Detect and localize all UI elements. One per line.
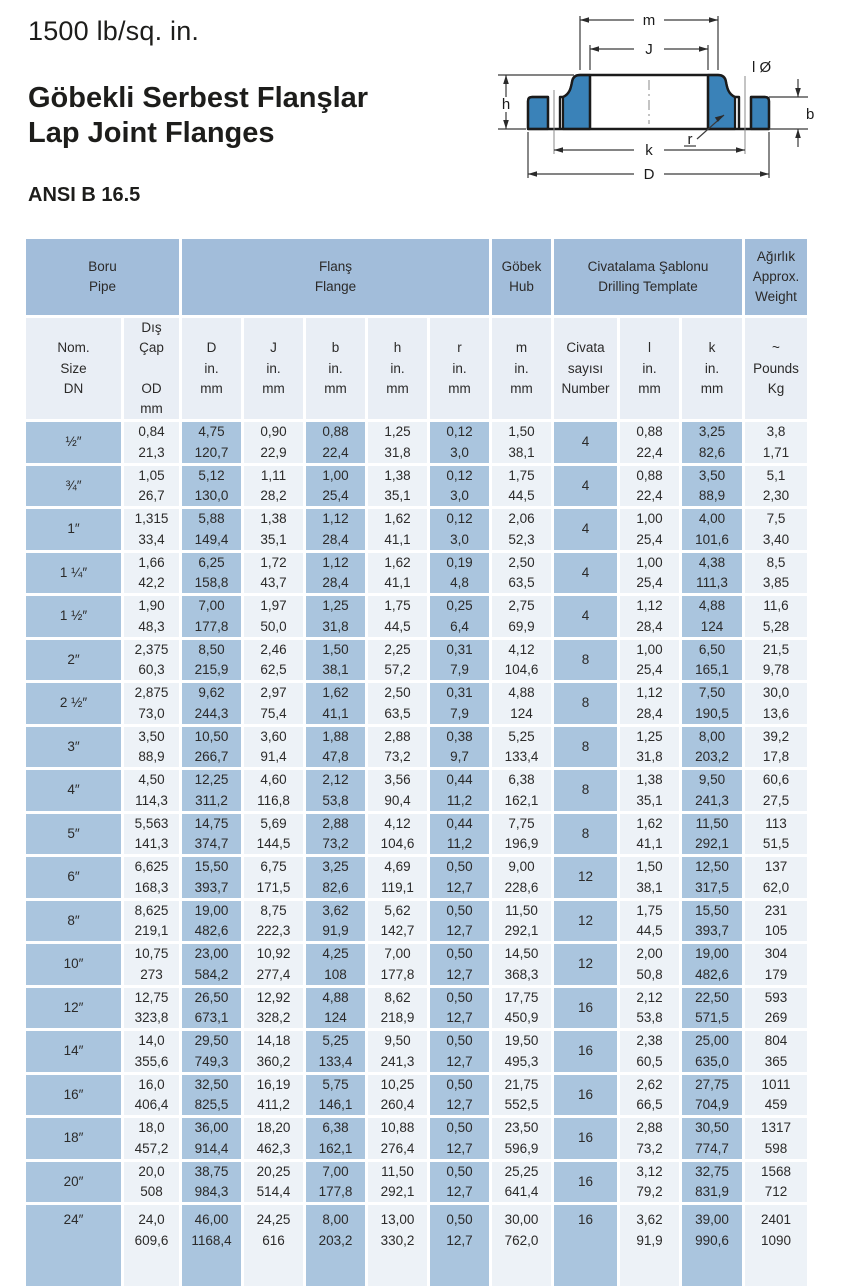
table-cell-weight: 5,1 2,30	[745, 466, 807, 507]
column-group-drilling: Civatalama Şablonu Drilling Template	[554, 239, 742, 315]
table-cell-od: 5,563 141,3	[124, 814, 179, 855]
table-cell-od: 20,0 508	[124, 1162, 179, 1203]
table-cell-J: 5,69 144,5	[244, 814, 303, 855]
table-cell-weight: 2401 1090	[745, 1205, 807, 1286]
table-cell-D: 5,12 130,0	[182, 466, 241, 507]
table-cell-bolts: 4	[554, 466, 617, 507]
row-size-label: 14″	[26, 1031, 121, 1072]
table-cell-D: 36,00 914,4	[182, 1118, 241, 1159]
row-size-label: 8″	[26, 901, 121, 942]
column-group-flange: Flanş Flange	[182, 239, 489, 315]
table-cell-l: 1,00 25,4	[620, 509, 679, 550]
table-cell-h: 3,56 90,4	[368, 770, 427, 811]
table-cell-b: 2,88 73,2	[306, 814, 365, 855]
table-cell-weight: 39,2 17,8	[745, 727, 807, 768]
table-cell-h: 9,50 241,3	[368, 1031, 427, 1072]
table-cell-b: 5,25 133,4	[306, 1031, 365, 1072]
header-block	[28, 16, 458, 207]
dim-label-r: r	[687, 131, 693, 148]
column-header-bolts: Civata sayısı Number	[554, 318, 617, 419]
table-cell-m: 21,75 552,5	[492, 1075, 551, 1116]
table-cell-D: 38,75 984,3	[182, 1162, 241, 1203]
table-cell-m: 4,88 124	[492, 683, 551, 724]
table-cell-h: 1,62 41,1	[368, 553, 427, 594]
table-cell-bolts: 12	[554, 857, 617, 898]
table-cell-b: 1,88 47,8	[306, 727, 365, 768]
table-row-6	[26, 857, 807, 898]
table-cell-bolts: 8	[554, 640, 617, 681]
table-cell-od: 16,0 406,4	[124, 1075, 179, 1116]
table-cell-D: 5,88 149,4	[182, 509, 241, 550]
table-cell-bolts: 4	[554, 422, 617, 463]
table-cell-J: 10,92 277,4	[244, 944, 303, 985]
table-cell-h: 13,00 330,2	[368, 1205, 427, 1286]
table-cell-bolts: 16	[554, 1205, 617, 1286]
column-header-k: k in. mm	[682, 318, 742, 419]
table-cell-k: 22,50 571,5	[682, 988, 742, 1029]
table-cell-k: 9,50 241,3	[682, 770, 742, 811]
table-cell-J: 0,90 22,9	[244, 422, 303, 463]
table-cell-k: 32,75 831,9	[682, 1162, 742, 1203]
table-cell-m: 9,00 228,6	[492, 857, 551, 898]
column-header-D: D in. mm	[182, 318, 241, 419]
table-cell-bolts: 4	[554, 596, 617, 637]
column-header-od: Dış Çap OD mm	[124, 318, 179, 419]
table-cell-weight: 1568 712	[745, 1162, 807, 1203]
column-header-m: m in. mm	[492, 318, 551, 419]
table-cell-J: 16,19 411,2	[244, 1075, 303, 1116]
table-cell-od: 6,625 168,3	[124, 857, 179, 898]
table-cell-k: 4,38 111,3	[682, 553, 742, 594]
table-cell-b: 7,00 177,8	[306, 1162, 365, 1203]
table-cell-h: 5,62 142,7	[368, 901, 427, 942]
table-cell-D: 4,75 120,7	[182, 422, 241, 463]
table-cell-k: 39,00 990,6	[682, 1205, 742, 1286]
table-cell-k: 11,50 292,1	[682, 814, 742, 855]
table-cell-bolts: 16	[554, 988, 617, 1029]
table-cell-od: 3,50 88,9	[124, 727, 179, 768]
table-cell-od: 1,90 48,3	[124, 596, 179, 637]
table-cell-r: 0,12 3,0	[430, 466, 489, 507]
table-cell-m: 11,50 292,1	[492, 901, 551, 942]
table-cell-l: 1,00 25,4	[620, 553, 679, 594]
table-cell-od: 2,875 73,0	[124, 683, 179, 724]
table-cell-D: 14,75 374,7	[182, 814, 241, 855]
table-cell-l: 3,12 79,2	[620, 1162, 679, 1203]
table-cell-r: 0,50 12,7	[430, 1118, 489, 1159]
table-row-¾	[26, 466, 807, 507]
table-cell-l: 1,50 38,1	[620, 857, 679, 898]
table-cell-od: 18,0 457,2	[124, 1118, 179, 1159]
table-cell-r: 0,12 3,0	[430, 509, 489, 550]
dim-label-d-diameter: D	[643, 166, 655, 183]
column-header-h: h in. mm	[368, 318, 427, 419]
table-cell-D: 26,50 673,1	[182, 988, 241, 1029]
table-row-3	[26, 727, 807, 768]
table-cell-l: 1,38 35,1	[620, 770, 679, 811]
table-cell-weight: 137 62,0	[745, 857, 807, 898]
table-cell-bolts: 4	[554, 509, 617, 550]
table-cell-bolts: 8	[554, 814, 617, 855]
table-wrapper	[23, 236, 810, 1286]
table-cell-k: 7,50 190,5	[682, 683, 742, 724]
table-cell-r: 0,12 3,0	[430, 422, 489, 463]
table-cell-l: 1,25 31,8	[620, 727, 679, 768]
spec-table	[23, 236, 810, 1286]
row-size-label: 3″	[26, 727, 121, 768]
table-cell-h: 7,00 177,8	[368, 944, 427, 985]
table-cell-od: 0,84 21,3	[124, 422, 179, 463]
table-cell-m: 6,38 162,1	[492, 770, 551, 811]
table-cell-m: 7,75 196,9	[492, 814, 551, 855]
table-cell-J: 6,75 171,5	[244, 857, 303, 898]
table-cell-b: 5,75 146,1	[306, 1075, 365, 1116]
column-group-weight: Ağırlık Approx. Weight	[745, 239, 807, 315]
table-row-24	[26, 1205, 807, 1286]
standard-reference: ANSI B 16.5	[28, 183, 141, 206]
table-cell-m: 1,75 44,5	[492, 466, 551, 507]
table-row-20	[26, 1162, 807, 1203]
table-cell-m: 5,25 133,4	[492, 727, 551, 768]
dim-label-bolt-hole: l Ø	[752, 59, 772, 76]
column-header-b: b in. mm	[306, 318, 365, 419]
table-cell-m: 19,50 495,3	[492, 1031, 551, 1072]
page-title-turkish: Göbekli Serbest Flanşlar	[28, 82, 369, 114]
table-cell-k: 8,00 203,2	[682, 727, 742, 768]
row-size-label: 16″	[26, 1075, 121, 1116]
table-cell-weight: 593 269	[745, 988, 807, 1029]
row-size-label: 20″	[26, 1162, 121, 1203]
table-cell-bolts: 16	[554, 1118, 617, 1159]
table-cell-l: 0,88 22,4	[620, 422, 679, 463]
table-cell-k: 19,00 482,6	[682, 944, 742, 985]
table-cell-l: 2,38 60,5	[620, 1031, 679, 1072]
table-cell-J: 2,46 62,5	[244, 640, 303, 681]
table-cell-m: 14,50 368,3	[492, 944, 551, 985]
table-cell-h: 2,50 63,5	[368, 683, 427, 724]
table-cell-D: 15,50 393,7	[182, 857, 241, 898]
row-size-label: 1 ½″	[26, 596, 121, 637]
table-cell-r: 0,50 12,7	[430, 1031, 489, 1072]
table-cell-D: 12,25 311,2	[182, 770, 241, 811]
row-size-label: 1″	[26, 509, 121, 550]
table-row-14	[26, 1031, 807, 1072]
table-cell-D: 46,00 1168,4	[182, 1205, 241, 1286]
dim-label-b: b	[806, 106, 815, 123]
table-cell-m: 2,50 63,5	[492, 553, 551, 594]
table-cell-l: 1,12 28,4	[620, 683, 679, 724]
table-cell-r: 0,50 12,7	[430, 988, 489, 1029]
table-cell-r: 0,38 9,7	[430, 727, 489, 768]
table-cell-h: 8,62 218,9	[368, 988, 427, 1029]
table-cell-J: 20,25 514,4	[244, 1162, 303, 1203]
table-cell-r: 0,50 12,7	[430, 857, 489, 898]
table-cell-D: 8,50 215,9	[182, 640, 241, 681]
table-cell-J: 4,60 116,8	[244, 770, 303, 811]
table-cell-weight: 11,6 5,28	[745, 596, 807, 637]
table-row-4	[26, 770, 807, 811]
table-cell-weight: 804 365	[745, 1031, 807, 1072]
table-cell-od: 4,50 114,3	[124, 770, 179, 811]
table-cell-l: 2,00 50,8	[620, 944, 679, 985]
table-cell-D: 6,25 158,8	[182, 553, 241, 594]
table-cell-l: 1,62 41,1	[620, 814, 679, 855]
table-cell-weight: 60,6 27,5	[745, 770, 807, 811]
table-cell-r: 0,50 12,7	[430, 1162, 489, 1203]
table-cell-weight: 1011 459	[745, 1075, 807, 1116]
table-cell-D: 9,62 244,3	[182, 683, 241, 724]
table-cell-l: 2,62 66,5	[620, 1075, 679, 1116]
row-size-label: 24″	[26, 1205, 121, 1286]
row-size-label: ½″	[26, 422, 121, 463]
table-cell-h: 1,75 44,5	[368, 596, 427, 637]
table-cell-h: 10,88 276,4	[368, 1118, 427, 1159]
table-cell-m: 2,06 52,3	[492, 509, 551, 550]
table-row-1	[26, 509, 807, 550]
table-cell-od: 1,05 26,7	[124, 466, 179, 507]
table-cell-D: 7,00 177,8	[182, 596, 241, 637]
table-row-½	[26, 422, 807, 463]
table-cell-k: 12,50 317,5	[682, 857, 742, 898]
table-cell-D: 19,00 482,6	[182, 901, 241, 942]
column-header-size: Nom. Size DN	[26, 318, 121, 419]
table-cell-bolts: 12	[554, 901, 617, 942]
column-header-l: l in. mm	[620, 318, 679, 419]
table-cell-k: 6,50 165,1	[682, 640, 742, 681]
table-cell-b: 0,88 22,4	[306, 422, 365, 463]
table-cell-D: 32,50 825,5	[182, 1075, 241, 1116]
table-row-5	[26, 814, 807, 855]
table-cell-h: 2,25 57,2	[368, 640, 427, 681]
table-cell-l: 1,75 44,5	[620, 901, 679, 942]
table-cell-bolts: 8	[554, 770, 617, 811]
table-cell-od: 1,66 42,2	[124, 553, 179, 594]
table-cell-J: 14,18 360,2	[244, 1031, 303, 1072]
column-header-r: r in. mm	[430, 318, 489, 419]
table-cell-l: 2,12 53,8	[620, 988, 679, 1029]
table-cell-m: 23,50 596,9	[492, 1118, 551, 1159]
column-group-hub: Göbek Hub	[492, 239, 551, 315]
table-cell-J: 1,97 50,0	[244, 596, 303, 637]
dim-label-h: h	[501, 96, 511, 113]
flange-cross-section-diagram	[466, 2, 838, 202]
table-cell-b: 4,25 108	[306, 944, 365, 985]
table-cell-od: 12,75 323,8	[124, 988, 179, 1029]
table-cell-h: 4,12 104,6	[368, 814, 427, 855]
table-cell-k: 3,50 88,9	[682, 466, 742, 507]
table-cell-od: 1,315 33,4	[124, 509, 179, 550]
table-cell-bolts: 16	[554, 1075, 617, 1116]
table-cell-weight: 30,0 13,6	[745, 683, 807, 724]
pressure-rating: 1500 lb/sq. in.	[28, 16, 200, 46]
table-cell-k: 27,75 704,9	[682, 1075, 742, 1116]
table-cell-b: 8,00 203,2	[306, 1205, 365, 1286]
row-size-label: ¾″	[26, 466, 121, 507]
table-cell-h: 1,62 41,1	[368, 509, 427, 550]
table-cell-b: 1,62 41,1	[306, 683, 365, 724]
table-cell-r: 0,50 12,7	[430, 944, 489, 985]
table-cell-r: 0,31 7,9	[430, 640, 489, 681]
table-row-12	[26, 988, 807, 1029]
table-row-1½	[26, 596, 807, 637]
table-cell-b: 3,25 82,6	[306, 857, 365, 898]
row-size-label: 2 ½″	[26, 683, 121, 724]
table-cell-b: 1,12 28,4	[306, 509, 365, 550]
table-cell-bolts: 12	[554, 944, 617, 985]
table-row-2	[26, 640, 807, 681]
table-row-18	[26, 1118, 807, 1159]
table-cell-weight: 1317 598	[745, 1118, 807, 1159]
table-cell-k: 15,50 393,7	[682, 901, 742, 942]
table-cell-r: 0,50 12,7	[430, 1075, 489, 1116]
dim-label-m: m	[642, 12, 656, 29]
table-cell-J: 1,72 43,7	[244, 553, 303, 594]
table-cell-k: 4,88 124	[682, 596, 742, 637]
table-cell-weight: 7,5 3,40	[745, 509, 807, 550]
table-cell-m: 25,25 641,4	[492, 1162, 551, 1203]
table-cell-J: 1,38 35,1	[244, 509, 303, 550]
dim-label-j: J	[645, 41, 653, 58]
table-cell-J: 24,25 616	[244, 1205, 303, 1286]
row-size-label: 1 ¼″	[26, 553, 121, 594]
table-cell-bolts: 4	[554, 553, 617, 594]
table-cell-J: 2,97 75,4	[244, 683, 303, 724]
table-cell-J: 18,20 462,3	[244, 1118, 303, 1159]
table-cell-bolts: 16	[554, 1031, 617, 1072]
table-cell-h: 11,50 292,1	[368, 1162, 427, 1203]
table-cell-m: 1,50 38,1	[492, 422, 551, 463]
table-cell-D: 10,50 266,7	[182, 727, 241, 768]
table-cell-k: 25,00 635,0	[682, 1031, 742, 1072]
table-cell-b: 6,38 162,1	[306, 1118, 365, 1159]
table-cell-k: 4,00 101,6	[682, 509, 742, 550]
row-size-label: 5″	[26, 814, 121, 855]
table-cell-k: 3,25 82,6	[682, 422, 742, 463]
column-header-J: J in. mm	[244, 318, 303, 419]
table-cell-J: 12,92 328,2	[244, 988, 303, 1029]
table-cell-od: 10,75 273	[124, 944, 179, 985]
table-cell-D: 23,00 584,2	[182, 944, 241, 985]
table-cell-h: 1,38 35,1	[368, 466, 427, 507]
table-cell-weight: 113 51,5	[745, 814, 807, 855]
table-cell-J: 3,60 91,4	[244, 727, 303, 768]
table-cell-bolts: 16	[554, 1162, 617, 1203]
table-cell-m: 4,12 104,6	[492, 640, 551, 681]
table-cell-h: 1,25 31,8	[368, 422, 427, 463]
table-cell-b: 1,12 28,4	[306, 553, 365, 594]
column-header-weight: ~ Pounds Kg	[745, 318, 807, 419]
table-cell-r: 0,50 12,7	[430, 1205, 489, 1286]
table-cell-b: 3,62 91,9	[306, 901, 365, 942]
table-cell-b: 1,25 31,8	[306, 596, 365, 637]
row-size-label: 10″	[26, 944, 121, 985]
table-cell-od: 14,0 355,6	[124, 1031, 179, 1072]
table-cell-r: 0,44 11,2	[430, 770, 489, 811]
table-cell-r: 0,31 7,9	[430, 683, 489, 724]
table-cell-weight: 304 179	[745, 944, 807, 985]
table-row-16	[26, 1075, 807, 1116]
table-cell-od: 24,0 609,6	[124, 1205, 179, 1286]
table-row-1¼	[26, 553, 807, 594]
table-cell-bolts: 8	[554, 727, 617, 768]
table-cell-r: 0,19 4,8	[430, 553, 489, 594]
table-cell-od: 2,375 60,3	[124, 640, 179, 681]
table-cell-l: 0,88 22,4	[620, 466, 679, 507]
table-cell-weight: 231 105	[745, 901, 807, 942]
column-group-pipe: Boru Pipe	[26, 239, 179, 315]
table-cell-m: 2,75 69,9	[492, 596, 551, 637]
table-cell-b: 1,00 25,4	[306, 466, 365, 507]
table-cell-J: 8,75 222,3	[244, 901, 303, 942]
table-cell-bolts: 8	[554, 683, 617, 724]
table-row-8	[26, 901, 807, 942]
table-row-2½	[26, 683, 807, 724]
page-title-english: Lap Joint Flanges	[28, 117, 275, 150]
table-cell-m: 30,00 762,0	[492, 1205, 551, 1286]
row-size-label: 4″	[26, 770, 121, 811]
table-cell-r: 0,50 12,7	[430, 901, 489, 942]
table-cell-m: 17,75 450,9	[492, 988, 551, 1029]
table-cell-weight: 3,8 1,71	[745, 422, 807, 463]
table-cell-r: 0,44 11,2	[430, 814, 489, 855]
table-row-10	[26, 944, 807, 985]
table-cell-D: 29,50 749,3	[182, 1031, 241, 1072]
page-title	[28, 81, 458, 152]
table-cell-l: 3,62 91,9	[620, 1205, 679, 1286]
table-cell-h: 4,69 119,1	[368, 857, 427, 898]
table-cell-l: 2,88 73,2	[620, 1118, 679, 1159]
table-cell-h: 10,25 260,4	[368, 1075, 427, 1116]
table-cell-b: 4,88 124	[306, 988, 365, 1029]
table-cell-r: 0,25 6,4	[430, 596, 489, 637]
table-cell-b: 2,12 53,8	[306, 770, 365, 811]
row-size-label: 12″	[26, 988, 121, 1029]
table-cell-weight: 21,5 9,78	[745, 640, 807, 681]
row-size-label: 6″	[26, 857, 121, 898]
table-cell-h: 2,88 73,2	[368, 727, 427, 768]
table-cell-l: 1,00 25,4	[620, 640, 679, 681]
table-cell-l: 1,12 28,4	[620, 596, 679, 637]
row-size-label: 2″	[26, 640, 121, 681]
table-cell-b: 1,50 38,1	[306, 640, 365, 681]
table-cell-J: 1,11 28,2	[244, 466, 303, 507]
table-cell-weight: 8,5 3,85	[745, 553, 807, 594]
table-cell-k: 30,50 774,7	[682, 1118, 742, 1159]
table-cell-od: 8,625 219,1	[124, 901, 179, 942]
row-size-label: 18″	[26, 1118, 121, 1159]
dim-label-k: k	[645, 142, 653, 159]
